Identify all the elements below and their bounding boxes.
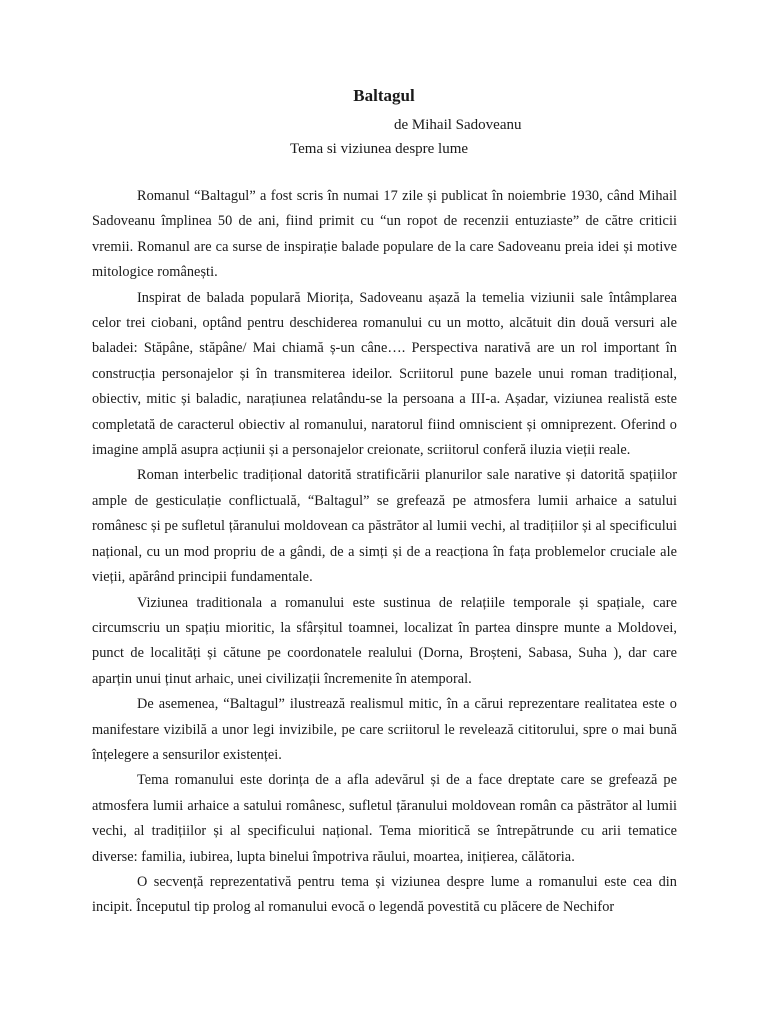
paragraph: Roman interbelic tradițional datorită stratificării planurilor sale narative și datorită spațiilor ample de gesticulație conflictuală, “Baltagul” se grefează pe atmosfera lumii arhaice a satului românesc și pe sufletul țăranului moldovean ca păstrător al lumii vechi, al tradițiilor și al specificului național, cu un mod propriu de a gândi, de a simți și de a reacționa în fața problemelor cruciale ale vieții, apărând principii fundamentale. xyxy=(92,467,677,586)
document-author: de Mihail Sadoveanu xyxy=(394,117,522,133)
paragraph: De asemenea, “Baltagul” ilustrează realismul mitic, în a cărui reprezentare realitatea este o manifestare vizibilă a unor legi invizibile, pe care scriitorul le revelează cititorului, spre o mai bună înțelegere a sensurilor existenței. xyxy=(92,696,677,763)
document-title: Baltagul xyxy=(353,86,415,105)
paragraph: Romanul “Baltagul” a fost scris în numai 17 zile și publicat în noiembrie 1930, când Mihail Sadoveanu împlinea 50 de ani, fiind primit cu “un ropot de recenzii entuziaste” de către criticii vremii. Romanul are ca surse de inspirație balade populare de la care Sadoveanu preia idei și motive mitologice românești. xyxy=(92,188,677,281)
document-body xyxy=(92,184,677,921)
paragraph: O secvență reprezentativă pentru tema și viziunea despre lume a romanului este cea din incipit. Începutul tip prolog al romanului evocă o legendă povestită cu plăcere de Nechifor xyxy=(92,873,677,916)
paragraph: Viziunea traditionala a romanului este sustinua de relațiile temporale și spațiale, care circumscriu un spațiu mioritic, la sfârșitul toamnei, localizat în partea dinspre munte a Moldovei, punct de localități și cătune pe coordonatele realului (Dorna, Broșteni, Sabasa, Suha ), dar care aparțin unui ținut arhaic, unei civilizații încremenite în atemporal. xyxy=(92,594,677,687)
paragraph: Inspirat de balada populară Miorița, Sadoveanu așază la temelia viziunii sale întâmplarea celor trei ciobani, optând pentru deschiderea romanului cu un motto, alcătuit din două versuri ale baladei: Stăpâne, stăpâne/ Mai chiamă ș-un câne…. Perspectiva narativă are un rol important în construcția personajelor și în transmiterea ideilor. Scriitorul pune bazele unui roman tradițional, obiectiv, mitic și baladic, narațiunea relatându-se la persoana a III-a. Așadar, viziunea realistă este completată de caracterul obiectiv al romanului, naratorul fiind omniscient și omniprezent. Oferind o imagine amplă asupra acțiunii și a personajelor creionate, scriitorul conferă iluzia vieții reale. xyxy=(92,289,677,459)
paragraph: Tema romanului este dorința de a afla adevărul și de a face dreptate care se grefează pe atmosfera lumii arhaice a satului românesc, sufletul țăranului moldovean român ca păstrător al lumii vechi, al tradițiilor și al specificului național. Tema mioritică se întrepătrunde cu arii tematice diverse: familia, iubirea, lupta binelui împotriva răului, moartea, inițierea, călătoria. xyxy=(92,772,677,865)
document-subtitle: Tema si viziunea despre lume xyxy=(290,141,469,157)
